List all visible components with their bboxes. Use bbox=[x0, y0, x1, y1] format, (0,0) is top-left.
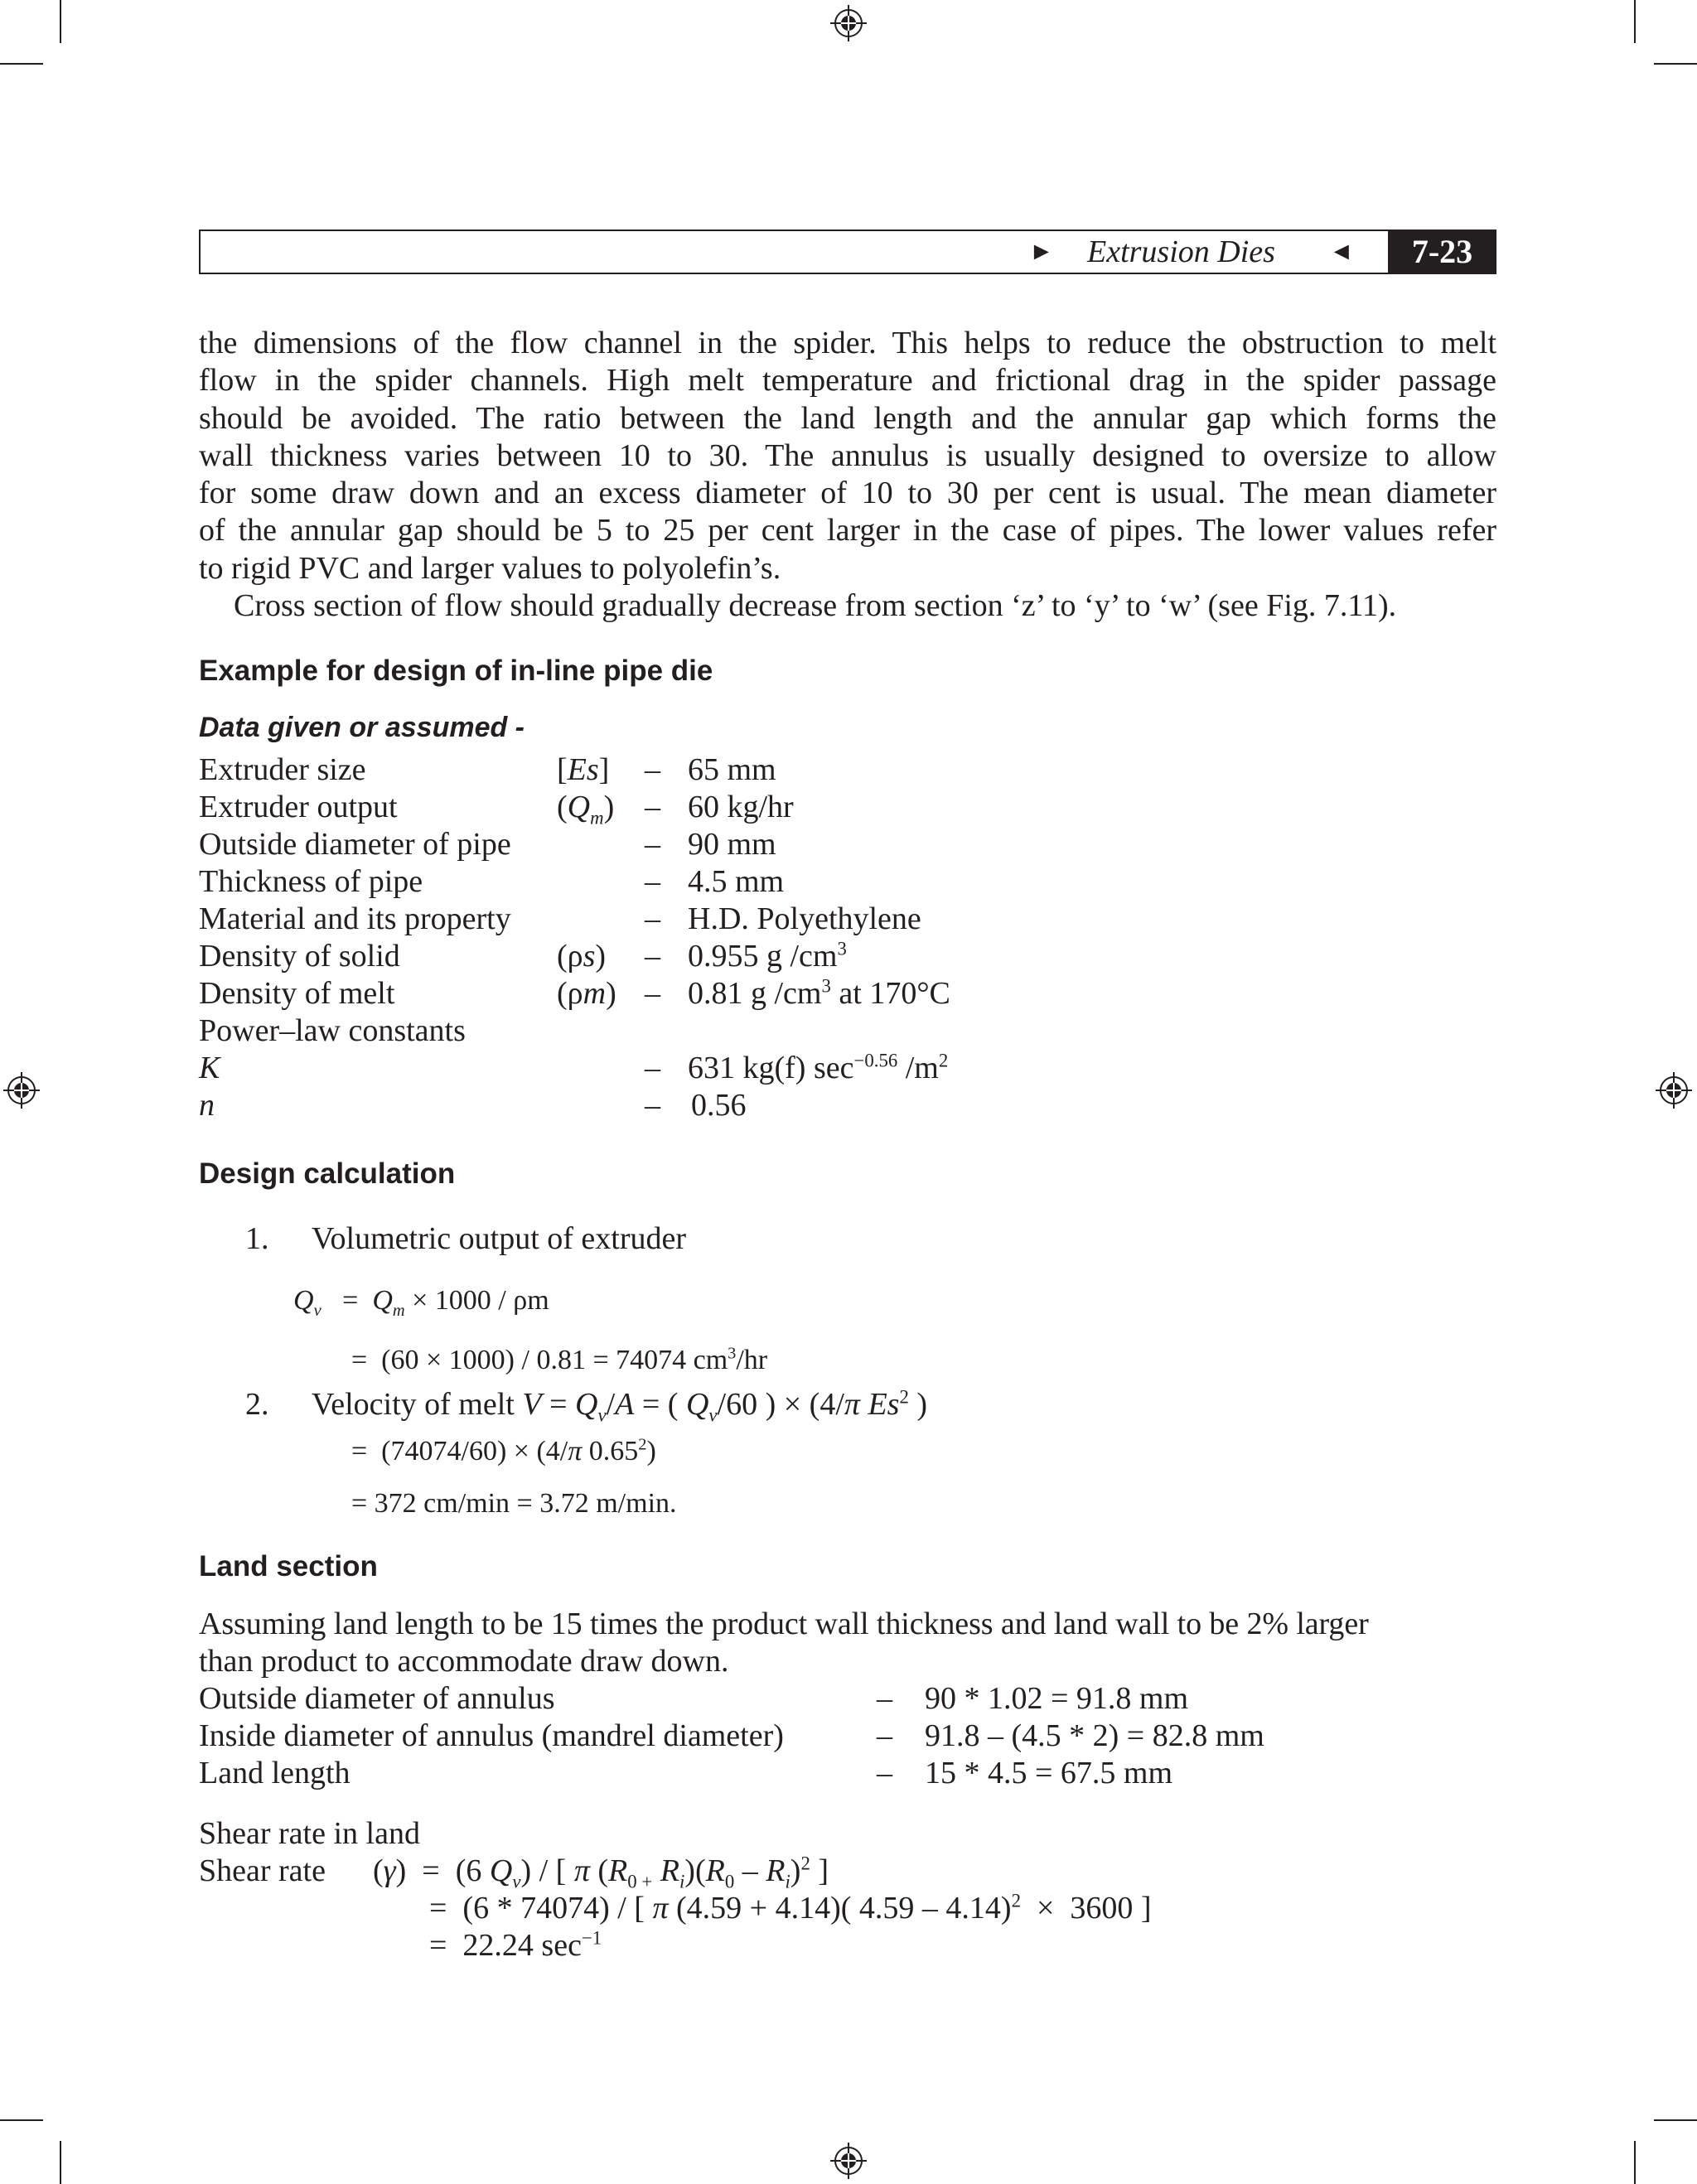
crop-mark-top-right-v bbox=[1634, 0, 1636, 43]
data-dash: – bbox=[645, 1051, 660, 1085]
data-value: 0.81 g $/cm^3$ at 170°C bbox=[688, 975, 950, 1011]
land-value: 90 * 1.02 = 91.8 mm bbox=[925, 1681, 1189, 1716]
data-dash: – bbox=[645, 976, 660, 1011]
data-value: 90 mm bbox=[688, 827, 776, 862]
crop-mark-bottom-left-v bbox=[60, 2141, 61, 2184]
text-line: flow in the spider channels. High melt temperature and frictional drag in the spider passage bbox=[199, 363, 1496, 399]
step-text: Velocity of melt $V = Q_v/A$ = ( $Q_v/60$ ) × (4/π Es$^2$ ) bbox=[312, 1386, 927, 1426]
data-label: Thickness of pipe bbox=[199, 864, 423, 899]
land-label: Outside diameter of annulus bbox=[199, 1681, 555, 1716]
section-heading-land: Land section bbox=[199, 1550, 378, 1582]
shear-equation: = (6 * 74074) / [ π (4.59 + 4.14)( 4.59 – 4.14)$^2$ × 3600 ] bbox=[429, 1890, 1152, 1925]
data-label: Outside diameter of pipe bbox=[199, 827, 511, 862]
text-line: of the annular gap should be 5 to 25 per cent larger in the case of pipes. The lower values refer bbox=[199, 513, 1496, 548]
crop-mark-top-left-h bbox=[0, 63, 43, 65]
running-header bbox=[199, 230, 1496, 274]
step-number: 1. bbox=[245, 1221, 269, 1256]
land-label: Land length bbox=[199, 1756, 351, 1790]
equation: $Q_v = Q_m \times 1000 / \rho m$ bbox=[293, 1285, 549, 1320]
data-label: Material and its property bbox=[199, 901, 511, 936]
data-symbol: $(Q_m)$ bbox=[557, 790, 615, 829]
crop-mark-bottom-right-v bbox=[1634, 2141, 1636, 2184]
arrow-right-icon: ► bbox=[1029, 238, 1054, 265]
text-line: than product to accommodate draw down. bbox=[199, 1644, 729, 1679]
text-line: wall thickness varies between 10 to 30. The annulus is usually designed to oversize to allow bbox=[199, 437, 1496, 473]
data-dash: – bbox=[645, 827, 660, 862]
section-heading-design: Design calculation bbox=[199, 1157, 456, 1190]
data-label: Density of solid bbox=[199, 939, 400, 974]
arrow-left-icon: ◄ bbox=[1329, 238, 1354, 265]
shear-title: Shear rate in land bbox=[199, 1816, 420, 1851]
page-number: 7-23 bbox=[1411, 233, 1473, 270]
registration-mark-icon bbox=[830, 2143, 867, 2179]
step-number: 2. bbox=[245, 1387, 269, 1422]
land-dash: – bbox=[877, 1681, 892, 1716]
data-value: 0.955 g $/cm^3$ bbox=[688, 938, 847, 974]
data-dash: – bbox=[645, 901, 660, 936]
equation: = (74074/60) × (4/π 0.65$^2$) bbox=[351, 1435, 656, 1466]
data-value: 4.5 mm bbox=[688, 864, 785, 899]
land-value: 91.8 – (4.5 * 2) = 82.8 mm bbox=[925, 1718, 1264, 1753]
data-symbol: (ρs) bbox=[557, 939, 607, 974]
data-symbol: [Es] bbox=[557, 752, 610, 787]
data-label: Density of melt bbox=[199, 976, 395, 1011]
crop-mark-bottom-left-h bbox=[0, 2119, 43, 2121]
data-label: K bbox=[199, 1051, 220, 1085]
land-value: 15 * 4.5 = 67.5 mm bbox=[925, 1756, 1173, 1790]
data-dash: – bbox=[645, 790, 660, 824]
equation: = (60 × 1000) / 0.81 = 74074 $cm^3/hr$ bbox=[351, 1344, 768, 1375]
data-label: Extruder output bbox=[199, 790, 398, 824]
data-value: 60 kg/hr bbox=[688, 790, 794, 824]
data-value: 631 kg(f) $\sec^{-0.56} /m^2$ bbox=[688, 1050, 949, 1085]
shear-label: Shear rate bbox=[199, 1853, 326, 1888]
text-line: Cross section of flow should gradually decrease from section ‘z’ to ‘y’ to ‘w’ (see Fig. 7.11). bbox=[234, 588, 1397, 624]
data-label: Power–law constants bbox=[199, 1013, 466, 1048]
registration-mark-icon bbox=[3, 1072, 40, 1109]
text-line: for some draw down and an excess diameter of 10 to 30 per cent is usual. The mean diameter bbox=[199, 476, 1496, 511]
data-label: n bbox=[199, 1088, 215, 1123]
text-line: the dimensions of the flow channel in the spider. This helps to reduce the obstruction to melt bbox=[199, 326, 1496, 360]
crop-mark-top-left-v bbox=[60, 0, 61, 43]
land-dash: – bbox=[877, 1718, 892, 1753]
running-header-title: Extrusion Dies bbox=[1087, 234, 1275, 269]
crop-mark-bottom-right-h bbox=[1654, 2119, 1697, 2121]
text-line: to rigid PVC and larger values to polyolefin’s. bbox=[199, 550, 781, 586]
data-label: Extruder size bbox=[199, 752, 366, 787]
data-dash: – bbox=[645, 1088, 660, 1123]
data-dash: – bbox=[645, 752, 660, 787]
step-text: Volumetric output of extruder bbox=[312, 1221, 687, 1256]
data-dash: – bbox=[645, 939, 660, 974]
data-symbol: (ρm) bbox=[557, 976, 616, 1011]
land-dash: – bbox=[877, 1756, 892, 1790]
subheading-data-given: Data given or assumed - bbox=[199, 712, 525, 743]
text-line: Assuming land length to be 15 times the product wall thickness and land wall to be 2% larger bbox=[199, 1607, 1369, 1641]
data-value: 65 mm bbox=[688, 752, 776, 787]
text-line: should be avoided. The ratio between the land length and the annular gap which forms the bbox=[199, 400, 1496, 436]
data-value: H.D. Polyethylene bbox=[688, 901, 921, 936]
intro-paragraph bbox=[199, 325, 1496, 625]
data-value: 0.56 bbox=[691, 1088, 747, 1123]
shear-equation: = 22.24 $\sec^{-1}$ bbox=[429, 1927, 602, 1963]
crop-mark-top-right-h bbox=[1654, 63, 1697, 65]
section-heading-example: Example for design of in-line pipe die bbox=[199, 655, 713, 687]
land-label: Inside diameter of annulus (mandrel diameter) bbox=[199, 1718, 784, 1753]
shear-equation: (γ) = (6 $Q_v$) / [ π ($R_{0 +}$ $R_i)(R_0 - R_i)^2$ ] bbox=[373, 1853, 829, 1892]
data-dash: – bbox=[645, 864, 660, 899]
registration-mark-icon bbox=[1656, 1072, 1692, 1109]
registration-mark-icon bbox=[830, 5, 867, 41]
equation: = 372 cm/min = 3.72 m/min. bbox=[351, 1488, 677, 1519]
